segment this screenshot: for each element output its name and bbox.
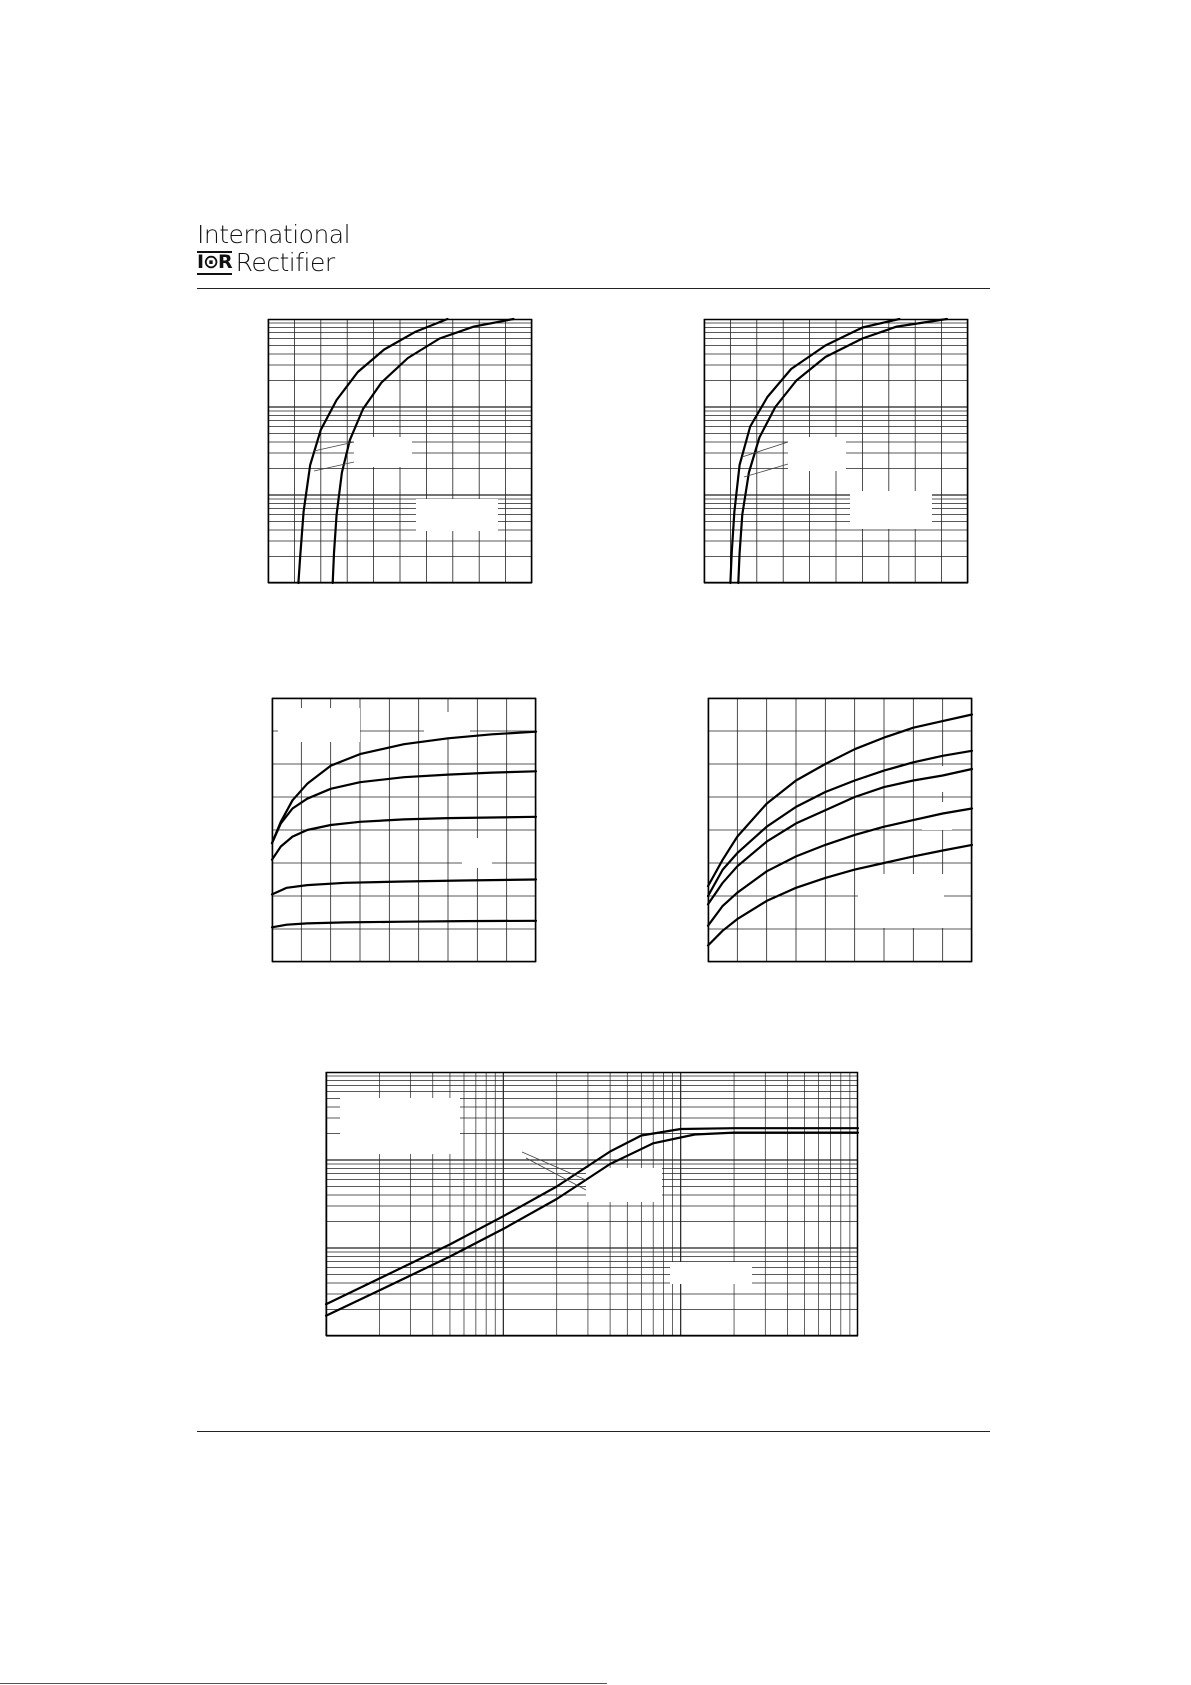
- label-box-upper-left: [278, 708, 360, 742]
- series-line-2: [272, 771, 536, 843]
- label-box-curve-legend: [788, 437, 846, 471]
- chart-fig4: [708, 698, 972, 962]
- leader-line-1: [522, 1152, 586, 1180]
- chart-fig3: [272, 698, 536, 962]
- logo-text-international: International: [197, 220, 351, 249]
- chart-fig1: [268, 319, 532, 583]
- label-box-lower-right: [670, 1262, 752, 1284]
- logo-line2: [197, 250, 357, 276]
- label-box-lower-right: [858, 874, 944, 928]
- series-line-4: [272, 880, 536, 895]
- leader-line-1: [742, 442, 788, 457]
- series-line-5: [272, 921, 536, 928]
- logo-mark-icon: I⊙R: [197, 251, 232, 273]
- label-box-lower-right: [416, 499, 498, 531]
- label-box-right: [462, 838, 492, 868]
- header-rule: [197, 288, 990, 289]
- chart-fig5: [326, 1072, 858, 1336]
- page-edge-rule: [0, 1683, 607, 1684]
- series-line-3: [272, 817, 536, 860]
- label-box-curve-legend: [354, 437, 412, 467]
- label-box-lower-right: [850, 491, 932, 529]
- company-logo: [197, 222, 357, 276]
- series-line-1: [272, 732, 536, 844]
- label-box-upper-left: [340, 1098, 460, 1154]
- label-box-right-middle: [922, 802, 952, 830]
- label-box-upper-right: [424, 712, 470, 738]
- footer-rule: [197, 1431, 990, 1432]
- logo-text-rectifier: Rectifier: [235, 248, 335, 277]
- series-line-1: [708, 715, 972, 887]
- leader-line-2: [314, 462, 354, 471]
- chart-fig2: [704, 319, 968, 583]
